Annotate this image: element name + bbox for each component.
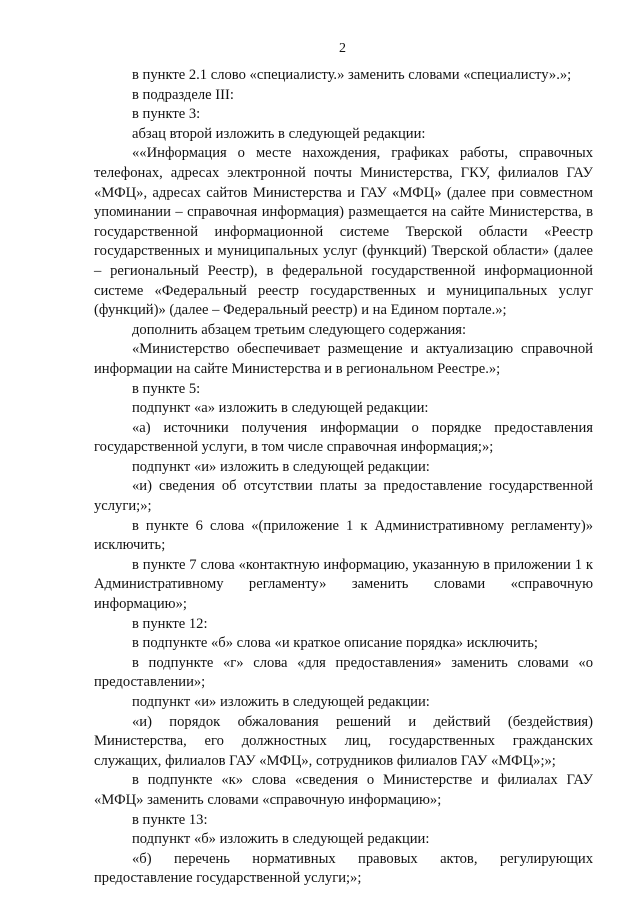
paragraph-19: «и) порядок обжалования решений и действий (бездействия) Министерства, его должностных лиц, государственных гражданских служащих, филиалов ГАУ «МФЦ», сотрудников филиалов ГАУ «МФЦ»;»; xyxy=(94,713,593,769)
paragraph-10: «а) источники получения информации о порядке предоставления государственной услуги, в том числе справочная информация;»; xyxy=(94,419,593,456)
paragraph-8: в пункте 5: xyxy=(132,380,201,397)
paragraph-6: дополнить абзацем третьим следующего содержания: xyxy=(132,321,467,338)
paragraph-12: «и) сведения об отсутствии платы за предоставление государственной услуги;»; xyxy=(94,478,593,515)
paragraph-5: ««Информация о месте нахождения, графиках работы, справочных телефонах, адресах электронной почты Министерства, ГКУ, филиалов ГАУ «МФЦ», адресах сайтов Министерства и ГАУ «МФЦ» (далее при совместном упоминании – справочная информация) размещается на сайте Министерства, в государственной информационной системе Тверской области «Реестр государственных и муниципальных услуг (функций) Тверской области» (далее – региональный Реестр), в федеральной государственной информационной системе «Федеральный реестр государственных и муниципальных услуг (функций)» (далее – Федеральный реестр) и на Едином портале.»; xyxy=(94,145,593,319)
document-page xyxy=(94,40,593,889)
paragraph-4: абзац второй изложить в следующей редакции: xyxy=(132,125,426,142)
paragraph-21: в пункте 13: xyxy=(132,811,208,828)
paragraph-16: в подпункте «б» слова «и краткое описание порядка» исключить; xyxy=(132,635,538,652)
paragraph-20: в подпункте «к» слова «сведения о Министерстве и филиалах ГАУ «МФЦ» заменить словами «справочную информацию»; xyxy=(94,772,593,808)
paragraph-9: подпункт «а» изложить в следующей редакции: xyxy=(132,400,429,417)
paragraph-11: подпункт «и» изложить в следующей редакции: xyxy=(132,458,430,475)
paragraph-23: «б) перечень нормативных правовых актов, регулирующих предоставление государственной услуги;»; xyxy=(94,850,593,887)
paragraph-17: в подпункте «г» слова «для предоставления» заменить словами «о предоставлении»; xyxy=(94,654,593,691)
paragraph-1: в пункте 2.1 слово «специалисту.» заменить словами «специалисту».»; xyxy=(132,67,572,83)
paragraph-15: в пункте 12: xyxy=(132,615,208,632)
paragraph-13: в пункте 6 слова «(приложение 1 к Административному регламенту)» исключить; xyxy=(94,517,593,554)
page-number: 2 xyxy=(339,41,346,56)
paragraph-7: «Министерство обеспечивает размещение и актуализацию справочной информации на сайте Министерства и в региональном Реестре.»; xyxy=(94,341,593,377)
paragraph-3: в пункте 3: xyxy=(132,106,201,123)
document-body xyxy=(94,66,593,889)
paragraph-18: подпункт «и» изложить в следующей редакции: xyxy=(132,694,430,710)
paragraph-14: в пункте 7 слова «контактную информацию, указанную в приложении 1 к Административному регламенту» заменить словами «справочную информацию»; xyxy=(94,556,593,613)
paragraph-22: подпункт «б» изложить в следующей редакции: xyxy=(132,831,430,848)
paragraph-2: в подразделе III: xyxy=(132,86,234,103)
